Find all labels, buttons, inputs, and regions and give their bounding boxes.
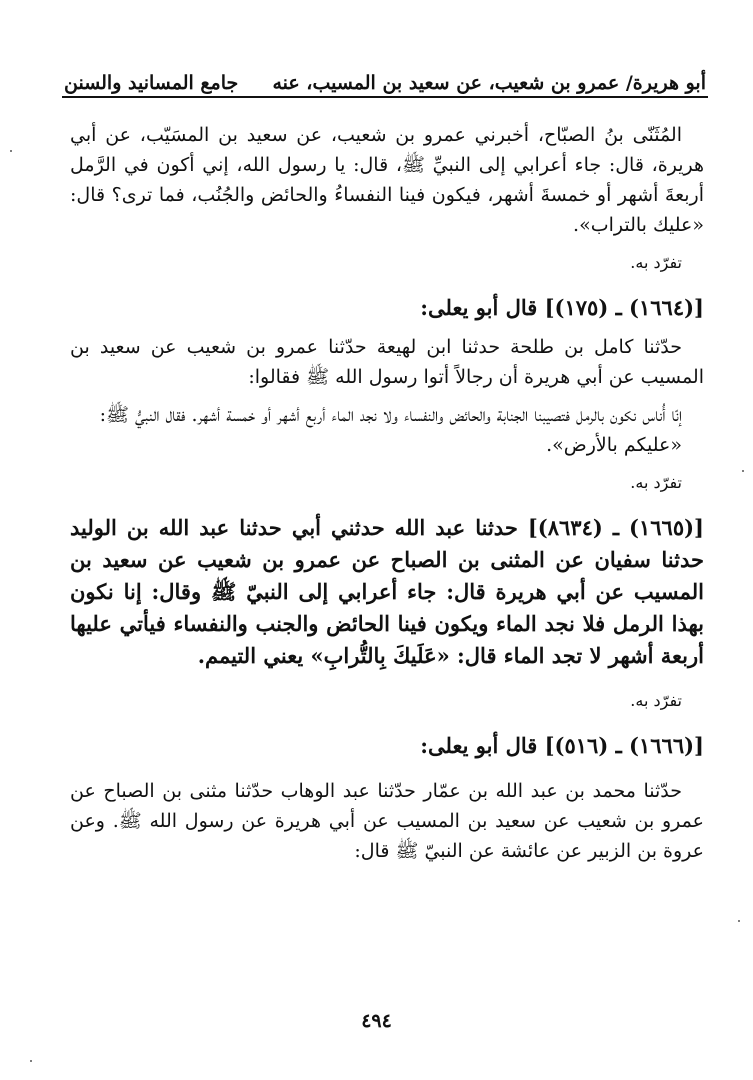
hadith-text: إنّا أُناس نكون بالرمل فتصيبنا الجنابة والحائض والنفساء ولا نجد الماء أربع أشهر أو خمسة أشهر. فقال النبيُّ ﷺ:	[99, 404, 682, 426]
header-book-title: جامع المسانيد والسنن	[64, 72, 239, 94]
header-chapter-title: أبو هريرة/ عمرو بن شعيب، عن سعيد بن المسيب، عنه	[272, 72, 706, 94]
page-body	[70, 120, 704, 866]
scan-speck	[738, 920, 740, 922]
hadith-heading: [(١٦٦٦) ـ (٥١٦)] قال أبو يعلى:	[420, 733, 704, 758]
hadith-text: حدّثنا محمد بن عبد الله بن عمّار حدّثنا عبد الوهاب حدّثنا مثنى بن الصباح عن عمرو بن شعيب عن سعيد بن المسيب عن أبي هريرة عن رسول الله ﷺ. وعن عروة بن الزبير عن عائشة عن النبيّ ﷺ قال:	[70, 780, 704, 862]
running-header	[64, 60, 706, 94]
header-rule	[62, 96, 708, 98]
hadith-quote: «عليكم بالأرض».	[546, 434, 682, 456]
narration-note: تفرّد به.	[630, 473, 682, 492]
narration-note: تفرّد به.	[630, 253, 682, 272]
narration-note: تفرّد به.	[630, 691, 682, 710]
hadith-text: المُثَنّى بنُ الصبّاح، أخبرني عمرو بن شعيب، عن سعيد بن المسَيّب، عن أبي هريرة، قال: جاء أعرابي إلى النبيِّ ﷺ، قال: يا رسول الله، إني أكون في الرَّمل أربعةَ أشهر أو خمسةَ أشهر، فيكون فينا النفساءُ والحائض والجُنُب، فما ترى؟ قال: «عليك بالتراب».	[70, 124, 704, 236]
hadith-heading: [(١٦٦٥) ـ (٨٦٣٤)] حدثنا عبد الله حدثني أبي حدثنا عبد الله بن الوليد حدثنا سفيان عن المثنى بن الصباح عن عمرو بن شعيب عن سعيد بن المسيب عن أبي هريرة قال: جاء أعرابي إلى النبيّ ﷺ وقال: إنا نكون بهذا الرمل فلا نجد الماء ويكون فينا الحائض والجنب والنفساء فيأتي عليها أربعة أشهر لا تجد الماء قال: «عَلَيكَ بِالتُّرابِ» يعني التيمم.	[70, 515, 704, 668]
hadith-text: حدّثنا كامل بن طلحة حدثنا ابن لهيعة حدّثنا عمرو بن شعيب عن سعيد بن المسيب عن أبي هريرة أن رجالاً أتوا رسول الله ﷺ فقالوا:	[70, 336, 704, 388]
scan-speck	[742, 470, 744, 472]
scan-speck	[30, 1060, 32, 1062]
hadith-heading: [(١٦٦٤) ـ (١٧٥)] قال أبو يعلى:	[420, 295, 704, 320]
page-number: ٤٩٤	[361, 1010, 392, 1032]
scan-speck	[10, 150, 12, 152]
